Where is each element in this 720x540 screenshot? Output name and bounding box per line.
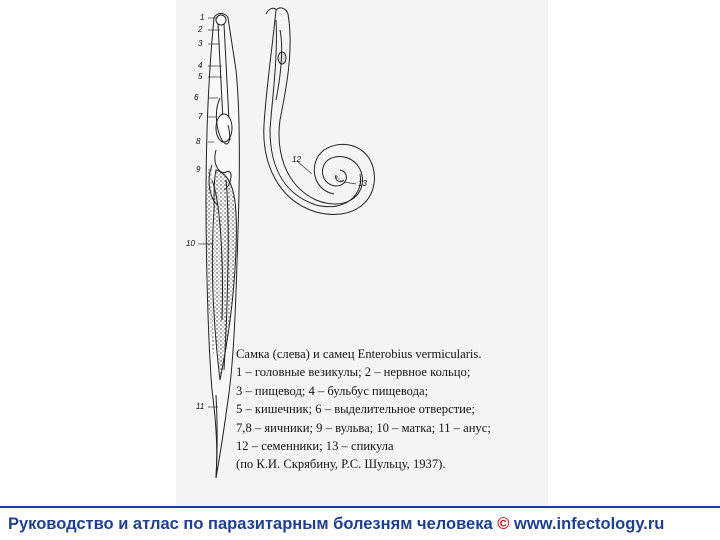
footer-title: Руководство и атлас по паразитарным болезням человека <box>8 515 493 533</box>
caption-line: 5 – кишечник; 6 – выделительное отверстие; <box>236 402 475 417</box>
footer <box>0 509 720 540</box>
female-worm <box>206 14 239 479</box>
label-9: 9 <box>196 165 201 174</box>
caption-line: 12 – семенники; 13 – спикула <box>236 439 394 454</box>
caption-line: 3 – пищевод; 4 – бульбус пищевода; <box>236 383 429 398</box>
caption-line: (по К.И. Скрябину, Р.С. Шульцу, 1937). <box>236 457 446 472</box>
male-leader-lines <box>298 162 356 184</box>
label-13: 13 <box>358 179 367 188</box>
copyright-symbol: © <box>497 515 510 533</box>
label-8: 8 <box>196 137 201 146</box>
label-7: 7 <box>198 112 203 121</box>
footer-site-link[interactable]: www.infectology.ru <box>514 515 665 533</box>
label-5: 5 <box>198 72 203 81</box>
label-4: 4 <box>198 61 203 70</box>
label-3: 3 <box>198 39 203 48</box>
label-1: 1 <box>200 13 205 22</box>
caption-line: 1 – головные везикулы; 2 – нервное кольцо; <box>236 365 471 380</box>
label-11: 11 <box>196 402 205 411</box>
label-10: 10 <box>186 239 195 248</box>
footer-line <box>8 515 664 534</box>
label-2: 2 <box>198 25 203 34</box>
label-6: 6 <box>194 93 199 102</box>
label-12: 12 <box>292 155 301 164</box>
caption-line: 7,8 – яичники; 9 – вульва; 10 – матка; 11 – анус; <box>236 420 491 435</box>
figure-caption <box>236 345 551 474</box>
caption-line: Самка (слева) и самец Enterobius vermicularis. <box>236 347 482 361</box>
footer-divider <box>0 506 720 508</box>
